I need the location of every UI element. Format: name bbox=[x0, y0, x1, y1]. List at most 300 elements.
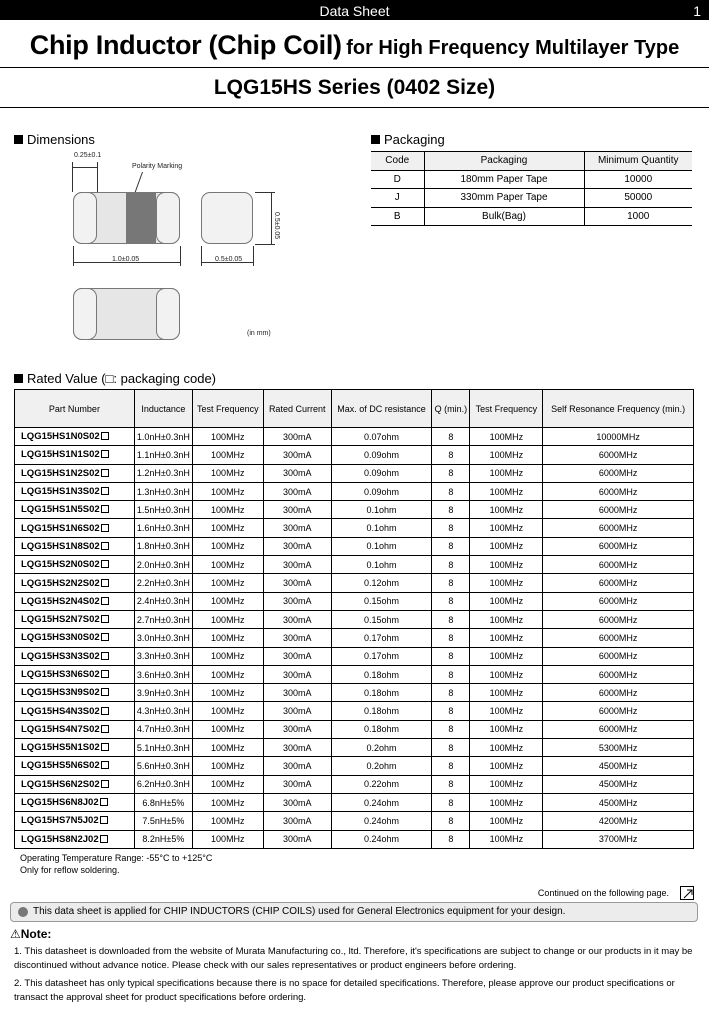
col-code: Code bbox=[371, 152, 424, 171]
packaging-code-box-icon bbox=[101, 505, 109, 513]
self-resonance: 6000MHz bbox=[543, 665, 694, 683]
q-min: 8 bbox=[432, 574, 470, 592]
inductance: 1.3nH±0.3nH bbox=[134, 482, 192, 500]
dc-resistance: 0.1ohm bbox=[331, 556, 432, 574]
table-row bbox=[15, 482, 694, 500]
part-number-text: LQG15HS8N2J02 bbox=[21, 833, 99, 845]
inductance: 1.2nH±0.3nH bbox=[134, 464, 192, 482]
table-row bbox=[15, 647, 694, 665]
q-test-frequency: 100MHz bbox=[470, 592, 543, 610]
height-label: 0.5±0.05 bbox=[273, 212, 280, 240]
self-resonance: 3700MHz bbox=[543, 830, 694, 848]
inductance: 2.7nH±0.3nH bbox=[134, 610, 192, 628]
part-number bbox=[15, 537, 135, 555]
page-number: 1 bbox=[693, 3, 701, 19]
dc-resistance: 0.18ohm bbox=[331, 684, 432, 702]
rated-current: 300mA bbox=[263, 775, 331, 793]
inductance: 2.4nH±0.3nH bbox=[134, 592, 192, 610]
part-number-text: LQG15HS2N2S02 bbox=[21, 577, 100, 589]
dc-resistance: 0.12ohm bbox=[331, 574, 432, 592]
table-row bbox=[15, 665, 694, 683]
test-frequency: 100MHz bbox=[192, 482, 263, 500]
part-number bbox=[15, 482, 135, 500]
part-number bbox=[15, 629, 135, 647]
rated-current: 300mA bbox=[263, 537, 331, 555]
part-number bbox=[15, 574, 135, 592]
q-test-frequency: 100MHz bbox=[470, 775, 543, 793]
square-bullet-icon bbox=[14, 374, 23, 383]
rated-current: 300mA bbox=[263, 482, 331, 500]
q-min: 8 bbox=[432, 629, 470, 647]
inductance: 1.6nH±0.3nH bbox=[134, 519, 192, 537]
inductance: 3.0nH±0.3nH bbox=[134, 629, 192, 647]
inductance: 3.9nH±0.3nH bbox=[134, 684, 192, 702]
packaging-code-box-icon bbox=[101, 560, 109, 568]
rated-current: 300mA bbox=[263, 519, 331, 537]
continued-label: Continued on the following page. bbox=[537, 888, 669, 898]
test-frequency: 100MHz bbox=[192, 775, 263, 793]
test-frequency: 100MHz bbox=[192, 720, 263, 738]
dc-resistance: 0.18ohm bbox=[331, 702, 432, 720]
q-test-frequency: 100MHz bbox=[470, 556, 543, 574]
usage-notice bbox=[10, 902, 698, 922]
part-number bbox=[15, 739, 135, 757]
test-frequency: 100MHz bbox=[192, 830, 263, 848]
q-min: 8 bbox=[432, 556, 470, 574]
packaging-code-box-icon bbox=[101, 524, 109, 532]
q-min: 8 bbox=[432, 610, 470, 628]
part-number-text: LQG15HS2N4S02 bbox=[21, 595, 100, 607]
q-test-frequency: 100MHz bbox=[470, 482, 543, 500]
q-min: 8 bbox=[432, 464, 470, 482]
q-min: 8 bbox=[432, 592, 470, 610]
packaging-row bbox=[371, 189, 692, 208]
q-test-frequency: 100MHz bbox=[470, 830, 543, 848]
rated-current: 300mA bbox=[263, 830, 331, 848]
operating-conditions bbox=[20, 852, 212, 876]
col-q-test-frequency: Test Frequency bbox=[470, 390, 543, 428]
part-number-text: LQG15HS2N0S02 bbox=[21, 559, 100, 571]
dc-resistance: 0.24ohm bbox=[331, 793, 432, 811]
part-number-text: LQG15HS4N7S02 bbox=[21, 723, 100, 735]
part-number-text: LQG15HS4N3S02 bbox=[21, 705, 100, 717]
rated-current: 300mA bbox=[263, 446, 331, 464]
rated-current: 300mA bbox=[263, 793, 331, 811]
packaging-code: B bbox=[371, 207, 424, 226]
packaging-quantity: 1000 bbox=[584, 207, 692, 226]
test-frequency: 100MHz bbox=[192, 592, 263, 610]
q-min: 8 bbox=[432, 519, 470, 537]
inductance: 7.5nH±5% bbox=[134, 812, 192, 830]
dc-resistance: 0.18ohm bbox=[331, 665, 432, 683]
series-title: LQG15HS Series (0402 Size) bbox=[0, 68, 709, 108]
test-frequency: 100MHz bbox=[192, 739, 263, 757]
part-number bbox=[15, 775, 135, 793]
part-number bbox=[15, 592, 135, 610]
page-title bbox=[0, 22, 709, 68]
q-test-frequency: 100MHz bbox=[470, 519, 543, 537]
test-frequency: 100MHz bbox=[192, 574, 263, 592]
note-1: 1. This datasheet is downloaded from the website of Murata Manufacturing co., ltd. Therefore, it's specifications are subject to change or our products in it may be discontinued without advance notice. Please check with our sales representatives or product engineers before ordering. bbox=[14, 946, 693, 971]
q-min: 8 bbox=[432, 739, 470, 757]
col-dc-resistance: Max. of DC resistance bbox=[331, 390, 432, 428]
self-resonance: 6000MHz bbox=[543, 647, 694, 665]
test-frequency: 100MHz bbox=[192, 464, 263, 482]
inductance: 3.3nH±0.3nH bbox=[134, 647, 192, 665]
part-number-text: LQG15HS1N1S02 bbox=[21, 449, 100, 461]
part-number-text: LQG15HS6N2S02 bbox=[21, 778, 100, 790]
packaging-code: J bbox=[371, 189, 424, 208]
unit-label: (in mm) bbox=[247, 330, 271, 337]
packaging-code-box-icon bbox=[101, 780, 109, 788]
packaging-code-box-icon bbox=[101, 487, 109, 495]
test-frequency: 100MHz bbox=[192, 537, 263, 555]
polarity-band bbox=[126, 193, 156, 243]
table-row bbox=[15, 610, 694, 628]
q-min: 8 bbox=[432, 757, 470, 775]
inductance: 6.2nH±0.3nH bbox=[134, 775, 192, 793]
table-row bbox=[15, 830, 694, 848]
packaging-row bbox=[371, 170, 692, 189]
inductance: 8.2nH±5% bbox=[134, 830, 192, 848]
part-number-text: LQG15HS3N6S02 bbox=[21, 669, 100, 680]
self-resonance: 6000MHz bbox=[543, 501, 694, 519]
packaging-heading: Packaging bbox=[371, 132, 445, 147]
self-resonance: 6000MHz bbox=[543, 446, 694, 464]
packaging-type: Bulk(Bag) bbox=[424, 207, 584, 226]
packaging-code-box-icon bbox=[101, 688, 109, 696]
self-resonance: 6000MHz bbox=[543, 610, 694, 628]
rated-current: 300mA bbox=[263, 757, 331, 775]
q-min: 8 bbox=[432, 793, 470, 811]
rated-current: 300mA bbox=[263, 574, 331, 592]
self-resonance: 4500MHz bbox=[543, 775, 694, 793]
part-number bbox=[15, 720, 135, 738]
rated-current: 300mA bbox=[263, 556, 331, 574]
test-frequency: 100MHz bbox=[192, 519, 263, 537]
test-frequency: 100MHz bbox=[192, 684, 263, 702]
part-number bbox=[15, 702, 135, 720]
q-test-frequency: 100MHz bbox=[470, 812, 543, 830]
inductance: 4.7nH±0.3nH bbox=[134, 720, 192, 738]
rated-table bbox=[14, 389, 694, 849]
dc-resistance: 0.1ohm bbox=[331, 537, 432, 555]
bullet-circle-icon bbox=[18, 907, 28, 917]
inductance: 1.5nH±0.3nH bbox=[134, 501, 192, 519]
part-number-text: LQG15HS2N7S02 bbox=[21, 614, 100, 626]
test-frequency: 100MHz bbox=[192, 428, 263, 446]
table-row bbox=[15, 720, 694, 738]
packaging-header-row bbox=[371, 152, 692, 171]
dc-resistance: 0.17ohm bbox=[331, 629, 432, 647]
table-row bbox=[15, 775, 694, 793]
self-resonance: 6000MHz bbox=[543, 592, 694, 610]
test-frequency: 100MHz bbox=[192, 556, 263, 574]
chip-end-view bbox=[201, 192, 253, 244]
table-row bbox=[15, 739, 694, 757]
self-resonance: 6000MHz bbox=[543, 629, 694, 647]
packaging-code-box-icon bbox=[101, 615, 109, 623]
packaging-code-box-icon bbox=[101, 707, 109, 715]
test-frequency: 100MHz bbox=[192, 793, 263, 811]
rated-current: 300mA bbox=[263, 610, 331, 628]
col-part-number: Part Number bbox=[15, 390, 135, 428]
q-min: 8 bbox=[432, 812, 470, 830]
q-min: 8 bbox=[432, 830, 470, 848]
table-row bbox=[15, 464, 694, 482]
rated-header-row bbox=[15, 390, 694, 428]
table-row bbox=[15, 501, 694, 519]
dc-resistance: 0.07ohm bbox=[331, 428, 432, 446]
table-row bbox=[15, 537, 694, 555]
q-test-frequency: 100MHz bbox=[470, 684, 543, 702]
table-row bbox=[15, 629, 694, 647]
col-inductance: Inductance bbox=[134, 390, 192, 428]
inductance: 5.6nH±0.3nH bbox=[134, 757, 192, 775]
next-page-arrow-icon[interactable] bbox=[680, 886, 694, 900]
test-frequency: 100MHz bbox=[192, 610, 263, 628]
packaging-code-box-icon bbox=[101, 652, 109, 660]
dc-resistance: 0.09ohm bbox=[331, 482, 432, 500]
inductance: 1.0nH±0.3nH bbox=[134, 428, 192, 446]
test-frequency: 100MHz bbox=[192, 446, 263, 464]
part-number bbox=[15, 665, 135, 683]
col-rated-current: Rated Current bbox=[263, 390, 331, 428]
part-number bbox=[15, 812, 135, 830]
packaging-code-box-icon bbox=[101, 542, 109, 550]
rated-current: 300mA bbox=[263, 501, 331, 519]
q-min: 8 bbox=[432, 482, 470, 500]
q-min: 8 bbox=[432, 428, 470, 446]
self-resonance: 6000MHz bbox=[543, 684, 694, 702]
q-min: 8 bbox=[432, 720, 470, 738]
table-row bbox=[15, 592, 694, 610]
part-number bbox=[15, 647, 135, 665]
part-number-text: LQG15HS3N9S02 bbox=[21, 687, 100, 699]
rated-current: 300mA bbox=[263, 702, 331, 720]
test-frequency: 100MHz bbox=[192, 647, 263, 665]
q-min: 8 bbox=[432, 446, 470, 464]
col-min-quantity: Minimum Quantity bbox=[584, 152, 692, 171]
chip-top-view bbox=[73, 192, 180, 244]
rated-heading: Rated Value (□: packaging code) bbox=[14, 371, 216, 386]
part-number-text: LQG15HS1N2S02 bbox=[21, 467, 100, 479]
part-number bbox=[15, 757, 135, 775]
square-bullet-icon bbox=[371, 135, 380, 144]
packaging-row bbox=[371, 207, 692, 226]
inductance: 2.0nH±0.3nH bbox=[134, 556, 192, 574]
inductance: 4.3nH±0.3nH bbox=[134, 702, 192, 720]
self-resonance: 6000MHz bbox=[543, 720, 694, 738]
rated-current: 300mA bbox=[263, 428, 331, 446]
self-resonance: 6000MHz bbox=[543, 519, 694, 537]
table-row bbox=[15, 556, 694, 574]
col-q-min: Q (min.) bbox=[432, 390, 470, 428]
header-bar bbox=[0, 0, 709, 20]
inductance: 5.1nH±0.3nH bbox=[134, 739, 192, 757]
rated-current: 300mA bbox=[263, 684, 331, 702]
q-test-frequency: 100MHz bbox=[470, 702, 543, 720]
q-min: 8 bbox=[432, 501, 470, 519]
part-number bbox=[15, 501, 135, 519]
inductance: 1.8nH±0.3nH bbox=[134, 537, 192, 555]
self-resonance: 6000MHz bbox=[543, 574, 694, 592]
dc-resistance: 0.09ohm bbox=[331, 446, 432, 464]
packaging-code-box-icon bbox=[100, 798, 108, 806]
q-test-frequency: 100MHz bbox=[470, 574, 543, 592]
part-number-text: LQG15HS5N6S02 bbox=[21, 760, 100, 772]
part-number bbox=[15, 556, 135, 574]
dimensions-drawing bbox=[60, 150, 350, 350]
rated-current: 300mA bbox=[263, 629, 331, 647]
part-number bbox=[15, 610, 135, 628]
table-row bbox=[15, 812, 694, 830]
square-bullet-icon bbox=[14, 135, 23, 144]
dc-resistance: 0.15ohm bbox=[331, 592, 432, 610]
q-test-frequency: 100MHz bbox=[470, 501, 543, 519]
col-self-resonance: Self Resonance Frequency (min.) bbox=[543, 390, 694, 428]
rated-current: 300mA bbox=[263, 592, 331, 610]
length-label: 1.0±0.05 bbox=[112, 256, 140, 263]
q-test-frequency: 100MHz bbox=[470, 464, 543, 482]
table-row bbox=[15, 519, 694, 537]
packaging-code-box-icon bbox=[101, 670, 109, 678]
self-resonance: 6000MHz bbox=[543, 556, 694, 574]
packaging-code-box-icon bbox=[101, 432, 109, 440]
packaging-code-box-icon bbox=[101, 725, 109, 733]
dc-resistance: 0.24ohm bbox=[331, 830, 432, 848]
packaging-code-box-icon bbox=[101, 633, 109, 641]
part-number-text: LQG15HS1N6S02 bbox=[21, 522, 100, 534]
part-number bbox=[15, 684, 135, 702]
packaging-type: 330mm Paper Tape bbox=[424, 189, 584, 208]
q-test-frequency: 100MHz bbox=[470, 537, 543, 555]
dc-resistance: 0.2ohm bbox=[331, 739, 432, 757]
packaging-code-box-icon bbox=[101, 469, 109, 477]
self-resonance: 6000MHz bbox=[543, 482, 694, 500]
inductance: 3.6nH±0.3nH bbox=[134, 665, 192, 683]
q-min: 8 bbox=[432, 665, 470, 683]
q-min: 8 bbox=[432, 702, 470, 720]
test-frequency: 100MHz bbox=[192, 757, 263, 775]
part-number bbox=[15, 519, 135, 537]
self-resonance: 6000MHz bbox=[543, 464, 694, 482]
q-test-frequency: 100MHz bbox=[470, 793, 543, 811]
width-label: 0.5±0.05 bbox=[215, 256, 243, 263]
part-number bbox=[15, 446, 135, 464]
note-heading: ⚠Note: bbox=[10, 927, 52, 941]
q-min: 8 bbox=[432, 775, 470, 793]
test-frequency: 100MHz bbox=[192, 812, 263, 830]
chip-bottom-view bbox=[73, 288, 180, 340]
q-test-frequency: 100MHz bbox=[470, 739, 543, 757]
self-resonance: 4200MHz bbox=[543, 812, 694, 830]
rated-current: 300mA bbox=[263, 464, 331, 482]
part-number-text: LQG15HS1N0S02 bbox=[21, 431, 100, 443]
part-number-text: LQG15HS3N3S02 bbox=[21, 650, 100, 662]
dc-resistance: 0.09ohm bbox=[331, 464, 432, 482]
q-test-frequency: 100MHz bbox=[470, 647, 543, 665]
packaging-code-box-icon bbox=[101, 761, 109, 769]
table-row bbox=[15, 793, 694, 811]
q-test-frequency: 100MHz bbox=[470, 428, 543, 446]
part-number-text: LQG15HS6N8J02 bbox=[21, 797, 99, 809]
dimensions-heading: Dimensions bbox=[14, 132, 95, 147]
rated-current: 300mA bbox=[263, 720, 331, 738]
soldering-note: Only for reflow soldering. bbox=[20, 865, 120, 875]
q-min: 8 bbox=[432, 684, 470, 702]
self-resonance: 10000MHz bbox=[543, 428, 694, 446]
packaging-code: D bbox=[371, 170, 424, 189]
rated-current: 300mA bbox=[263, 665, 331, 683]
cap-width-label: 0.25±0.1 bbox=[74, 152, 102, 159]
table-row bbox=[15, 574, 694, 592]
polarity-label: Polarity Marking bbox=[132, 163, 183, 170]
dc-resistance: 0.1ohm bbox=[331, 501, 432, 519]
q-test-frequency: 100MHz bbox=[470, 665, 543, 683]
part-number bbox=[15, 793, 135, 811]
packaging-code-box-icon bbox=[100, 816, 108, 824]
inductance: 1.1nH±0.3nH bbox=[134, 446, 192, 464]
self-resonance: 6000MHz bbox=[543, 702, 694, 720]
test-frequency: 100MHz bbox=[192, 629, 263, 647]
part-number-text: LQG15HS1N8S02 bbox=[21, 540, 100, 552]
q-test-frequency: 100MHz bbox=[470, 757, 543, 775]
table-row bbox=[15, 684, 694, 702]
table-row bbox=[15, 702, 694, 720]
rated-current: 300mA bbox=[263, 739, 331, 757]
table-row bbox=[15, 757, 694, 775]
dc-resistance: 0.22ohm bbox=[331, 775, 432, 793]
col-test-frequency: Test Frequency bbox=[192, 390, 263, 428]
notice-text: This data sheet is applied for CHIP INDUCTORS (CHIP COILS) used for General Electronics equipment for your design. bbox=[33, 906, 566, 917]
dc-resistance: 0.24ohm bbox=[331, 812, 432, 830]
q-test-frequency: 100MHz bbox=[470, 720, 543, 738]
part-number-text: LQG15HS5N1S02 bbox=[21, 742, 100, 754]
part-number bbox=[15, 830, 135, 848]
packaging-quantity: 50000 bbox=[584, 189, 692, 208]
part-number bbox=[15, 464, 135, 482]
table-row bbox=[15, 446, 694, 464]
table-row bbox=[15, 428, 694, 446]
test-frequency: 100MHz bbox=[192, 501, 263, 519]
part-number-text: LQG15HS1N3S02 bbox=[21, 486, 100, 498]
part-number bbox=[15, 428, 135, 446]
packaging-code-box-icon bbox=[100, 835, 108, 843]
dc-resistance: 0.2ohm bbox=[331, 757, 432, 775]
inductance: 6.8nH±5% bbox=[134, 793, 192, 811]
q-min: 8 bbox=[432, 647, 470, 665]
self-resonance: 4500MHz bbox=[543, 793, 694, 811]
packaging-code-box-icon bbox=[101, 450, 109, 458]
temperature-range: Operating Temperature Range: -55°C to +125°C bbox=[20, 853, 213, 863]
packaging-code-box-icon bbox=[101, 579, 109, 587]
dc-resistance: 0.18ohm bbox=[331, 720, 432, 738]
test-frequency: 100MHz bbox=[192, 665, 263, 683]
dc-resistance: 0.15ohm bbox=[331, 610, 432, 628]
dc-resistance: 0.17ohm bbox=[331, 647, 432, 665]
self-resonance: 4500MHz bbox=[543, 757, 694, 775]
part-number-text: LQG15HS7N5J02 bbox=[21, 815, 99, 827]
self-resonance: 6000MHz bbox=[543, 537, 694, 555]
rated-current: 300mA bbox=[263, 647, 331, 665]
packaging-code-box-icon bbox=[101, 597, 109, 605]
q-min: 8 bbox=[432, 537, 470, 555]
inductance: 2.2nH±0.3nH bbox=[134, 574, 192, 592]
packaging-code-box-icon bbox=[101, 743, 109, 751]
q-test-frequency: 100MHz bbox=[470, 446, 543, 464]
packaging-type: 180mm Paper Tape bbox=[424, 170, 584, 189]
